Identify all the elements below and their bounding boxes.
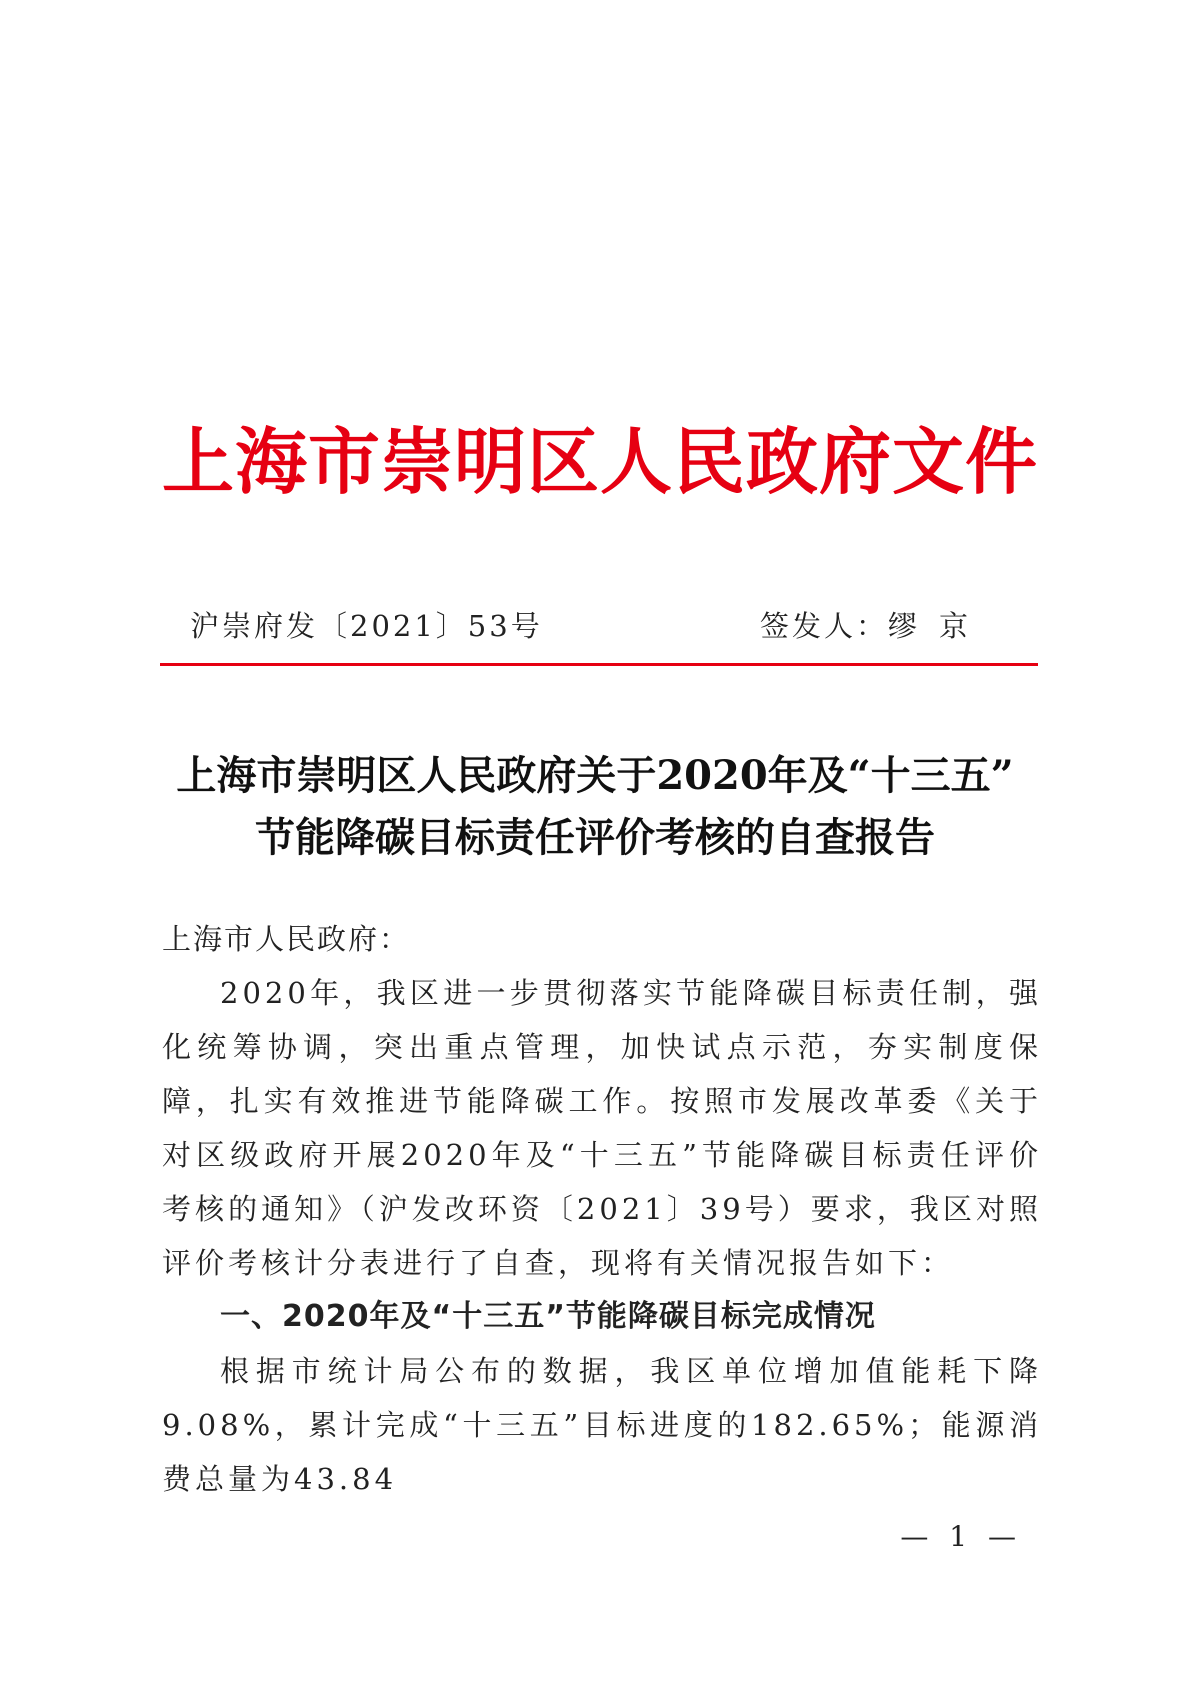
issuing-org-header: 上海市崇明区人民政府文件	[161, 419, 1038, 504]
document-body	[162, 912, 1042, 1506]
title-line-1: 上海市崇明区人民政府关于2020年及“十三五”	[176, 752, 1014, 799]
section-heading-1: 一、2020年及“十三五”节能降碳目标完成情况	[220, 1299, 876, 1334]
page-number: — 1 —	[900, 1520, 1022, 1553]
title-line-2: 节能降碳目标责任评价考核的自查报告	[255, 814, 935, 861]
body-paragraph-1: 2020年，我区进一步贯彻落实节能降碳目标责任制，强化统筹协调，突出重点管理，加快试点示范，夯实制度保障，扎实有效推进节能降碳工作。按照市发展改革委《关于对区级政府开展2020年及“十三五”节能降碳目标责任评价考核的通知》（沪发改环资〔2021〕39号）要求，我区对照评价考核计分表进行了自查，现将有关情况报告如下：	[162, 976, 1042, 1280]
signer-name: 缪京	[887, 609, 990, 643]
document-number: 沪崇府发〔2021〕53号	[190, 609, 543, 643]
document-title	[150, 745, 1040, 869]
signer-label: 签发人：	[759, 609, 888, 643]
red-separator-line	[160, 663, 1038, 666]
salutation: 上海市人民政府：	[162, 922, 411, 956]
signer-block	[759, 604, 990, 645]
body-paragraph-2: 根据市统计局公布的数据，我区单位增加值能耗下降9.08%，累计完成“十三五”目标进度的182.65%；能源消费总量为43.84	[162, 1354, 1042, 1496]
